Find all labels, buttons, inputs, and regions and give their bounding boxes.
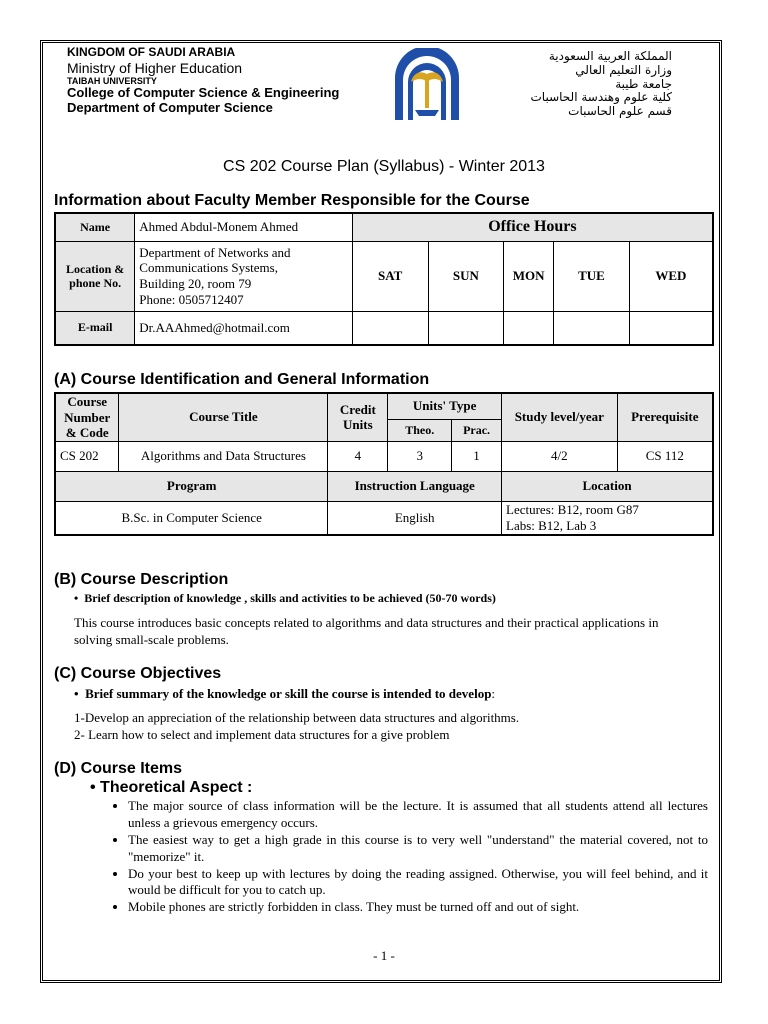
col-course-title: Course Title [119, 393, 328, 441]
location-line: Communications Systems, [139, 260, 278, 276]
location-label: Location & phone No. [55, 241, 135, 311]
section-b-heading: (B) Course Description [54, 571, 229, 588]
section-c-bullet-text: Brief summary of the knowledge or skill the course is intended to develop [85, 686, 492, 701]
col-prac: Prac. [452, 419, 502, 441]
faculty-heading: Information about Faculty Member Responsible for the Course [54, 192, 530, 209]
cell-theo: 3 [388, 441, 452, 471]
arabic-line: المملكة العربية السعودية [548, 49, 672, 63]
hours-cell [352, 311, 428, 345]
cell-code: CS 202 [55, 441, 119, 471]
hours-cell [629, 311, 713, 345]
language-value: English [328, 501, 502, 535]
location-line: Department of Networks and [139, 244, 291, 260]
arabic-line: وزارة التعليم العالي [575, 62, 672, 77]
hours-cell [428, 311, 504, 345]
arabic-line: كلية علوم وهندسة الحاسبات [530, 90, 672, 105]
department-text: Department of Computer Science [67, 100, 273, 116]
section-a-heading: (A) Course Identification and General Information [54, 371, 430, 388]
location-value-a [502, 501, 714, 535]
kingdom-text: KINGDOM OF SAUDI ARABIA [67, 45, 236, 59]
col-credit-units: Credit Units [328, 393, 388, 441]
office-hours-label: Office Hours [352, 213, 713, 241]
ministry-text: Ministry of Higher Education [67, 59, 243, 76]
arabic-line: قسم علوم الحاسبات [568, 104, 672, 119]
section-c-heading: (C) Course Objectives [54, 665, 222, 682]
col-prerequisite: Prerequisite [617, 393, 713, 441]
bullet-icon: • [74, 686, 86, 701]
theoretical-aspect-text: Theoretical Aspect : [100, 779, 253, 796]
theoretical-aspect-heading [90, 779, 252, 797]
section-c-lines [74, 710, 694, 744]
location-line: Phone: 0505712407 [139, 291, 244, 307]
header-right-arabic [531, 50, 673, 119]
section-b-bullet-text: Brief description of knowledge , skills and activities to be achieved (50-70 words) [84, 591, 496, 605]
day-mon: MON [504, 241, 554, 311]
objective-line: 2- Learn how to select and implement data structures for a give problem [74, 726, 450, 742]
location-line: Building 20, room 79 [139, 276, 252, 291]
location-value [135, 241, 353, 311]
cell-credit: 4 [328, 441, 388, 471]
col-theo: Theo. [388, 419, 452, 441]
location-line: Labs: B12, Lab 3 [506, 518, 597, 534]
col-course-number: Course Number & Code [55, 393, 119, 441]
list-item: • The easiest way to get a high grade in this course is to very well "understand" the material covered, not to "memorize" it. [128, 832, 708, 866]
name-label: Name [55, 213, 135, 241]
college-text: College of Computer Science & Engineering [67, 85, 340, 101]
section-b-bullet [74, 591, 496, 606]
course-items-list [114, 798, 708, 916]
list-item: • The major source of class information will be the lecture. It is assumed that all students attend all lectures unless a grievous emergency occurs. [128, 798, 708, 832]
course-table [54, 392, 714, 536]
language-label: Instruction Language [328, 471, 502, 501]
name-value: Ahmed Abdul-Monem Ahmed [135, 213, 353, 241]
email-value: Dr.AAAhmed@hotmail.com [135, 311, 353, 345]
page-number: - 1 - [373, 948, 395, 963]
header-left [67, 46, 339, 116]
day-sat: SAT [352, 241, 428, 311]
bullet-icon: • [74, 591, 85, 605]
section-b-text: This course introduces basic concepts related to algorithms and data structures and their practical applications in solving small-scale problems. [74, 615, 659, 647]
day-sun: SUN [428, 241, 504, 311]
program-label: Program [55, 471, 328, 501]
location-line: Lectures: B12, room G87 [506, 502, 639, 518]
bullet-icon: • [90, 779, 101, 796]
day-tue: TUE [554, 241, 630, 311]
section-c-bullet [74, 686, 495, 702]
col-units-type: Units' Type [388, 393, 502, 419]
location-label-a: Location [502, 471, 714, 501]
day-wed: WED [629, 241, 713, 311]
university-logo-icon [389, 48, 465, 124]
faculty-table [54, 212, 714, 346]
cell-prac: 1 [452, 441, 502, 471]
section-d-heading: (D) Course Items [54, 760, 183, 777]
objective-line: 1-Develop an appreciation of the relationship between data structures and algorithms. [74, 710, 520, 725]
cell-title: Algorithms and Data Structures [119, 441, 328, 471]
email-label: E-mail [55, 311, 135, 345]
cell-level: 4/2 [502, 441, 618, 471]
document-title: CS 202 Course Plan (Syllabus) - Winter 2013 [223, 158, 545, 175]
list-item: • Mobile phones are strictly forbidden in class. They must be turned off and out of sight. [128, 899, 708, 916]
arabic-line: جامعة طيبة [615, 76, 672, 91]
university-text: TAIBAH UNIVERSITY [67, 75, 157, 86]
hours-cell [504, 311, 554, 345]
cell-prereq: CS 112 [617, 441, 713, 471]
program-value: B.Sc. in Computer Science [55, 501, 328, 535]
hours-cell [554, 311, 630, 345]
col-study-level: Study level/year [502, 393, 618, 441]
section-c-bullet-suffix: : [491, 686, 496, 701]
list-item: • Do your best to keep up with lectures by doing the reading assigned. Otherwise, you will feel behind, and it would be difficult for you to catch up. [128, 866, 708, 900]
